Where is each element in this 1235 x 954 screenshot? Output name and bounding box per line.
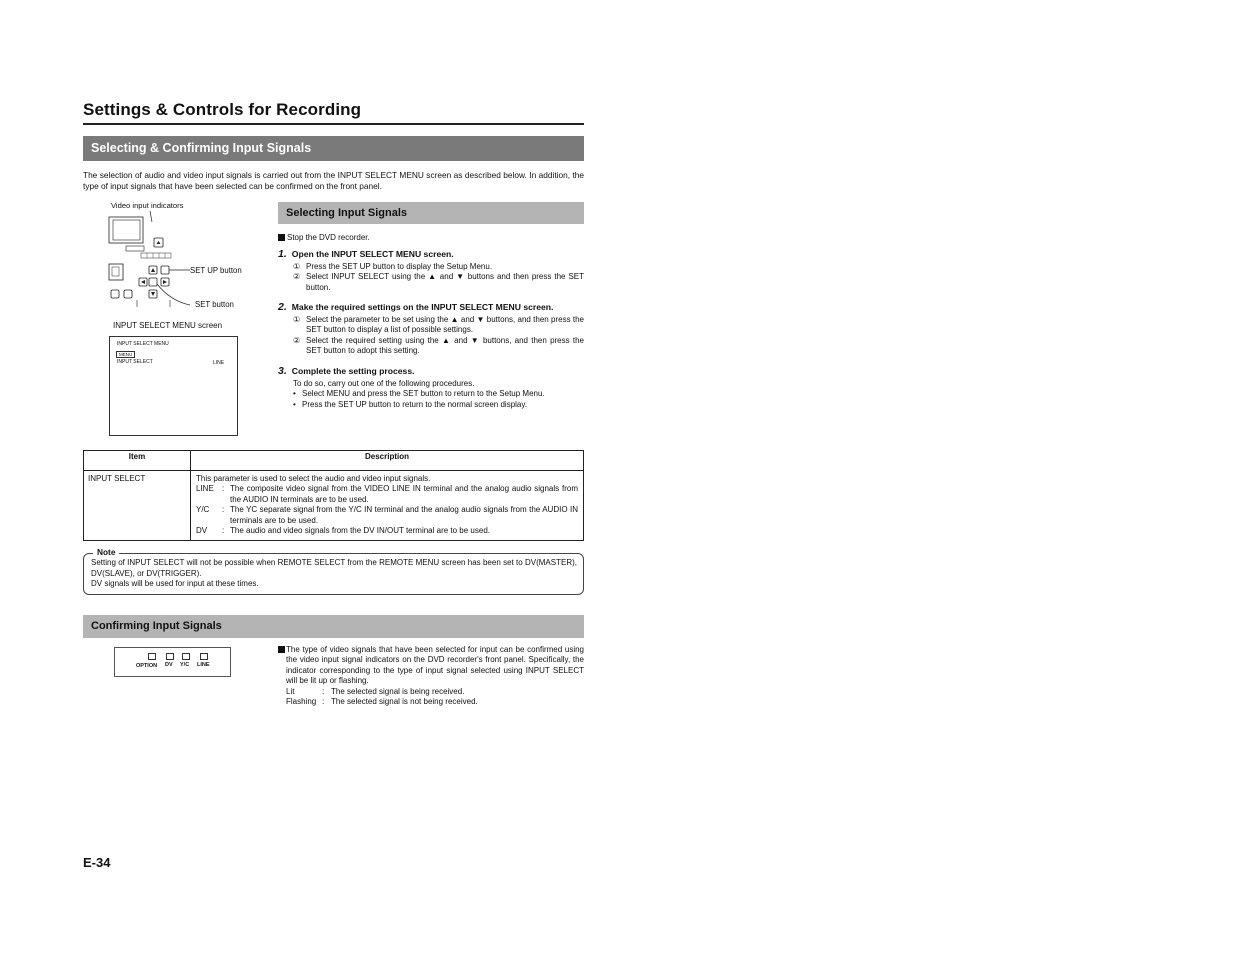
table-header-description: Description — [191, 451, 584, 471]
step-2 — [278, 297, 584, 357]
def-value: The composite video signal from the VIDEO LINE IN terminal and the analog audio signals from the AUDIO IN terminals are to be used. — [230, 484, 578, 504]
table-cell-description: This parameter is used to select the audio and video input signals. LINE : The composite video signal from the VIDEO LINE IN terminal and the analog audio signals from the AUDIO IN terminals are to be used. Y/C : The YC separate signal from the Y/C IN terminal and the analog audio signals from the AUDIO IN terminals are to be used. DV : The audio and video signals from the DV IN/OUT terminal are to be used. — [191, 471, 584, 541]
page-title: Settings & Controls for Recording — [83, 100, 362, 119]
substep-text: Select the parameter to be set using the ▲ and ▼ buttons, and then press the SET button to display a list of possible settings. — [306, 315, 584, 335]
indicator-lamp-icon — [182, 653, 190, 660]
substep-number: ② — [293, 335, 301, 345]
step-number: 3. — [278, 365, 287, 377]
substep-text: Select INPUT SELECT using the ▲ and ▼ buttons and then press the SET button. — [306, 272, 584, 292]
indicator-lamp-icon — [200, 653, 208, 660]
indicator-panel — [114, 647, 231, 677]
title-rule — [83, 123, 584, 125]
indicator-lamp-icon — [166, 653, 174, 660]
indicator-lamp-icon — [148, 653, 156, 660]
intro-paragraph: The selection of audio and video input signals is carried out from the INPUT SELECT MENU screen as described below. In addition, the type of input signals that have been selected can be confirmed on the front panel. — [83, 170, 584, 191]
menu-screen-value: LINE — [213, 360, 225, 366]
setup-button-callout: SET UP button — [190, 266, 242, 275]
step-title: Complete the setting process. — [291, 366, 415, 376]
step-title: Open the INPUT SELECT MENU screen. — [291, 249, 454, 259]
subsection-heading-selecting: Selecting Input Signals — [278, 202, 584, 224]
menu-screen-tab: MENU — [116, 351, 135, 358]
note-text — [91, 558, 577, 590]
indicator-label-dv: DV — [165, 662, 173, 668]
state-key: Flashing — [286, 697, 317, 707]
table-row — [84, 471, 584, 541]
confirming-text: The type of video signals that have been selected for input can be confirmed using the video input signal indicators on the DVD recorder's front panel. Specifically, the indicator corresponding to the type of input signal selected using INPUT SELECT will be lit up or flashing. — [286, 645, 584, 686]
bullet-text: Press the SET UP button to return to the normal screen display. — [302, 399, 528, 409]
table-header-item: Item — [84, 451, 191, 471]
page-number: E-34 — [83, 855, 111, 870]
step-intro: To do so, carry out one of the following procedures. — [293, 379, 475, 388]
precondition-text: Stop the DVD recorder. — [287, 233, 370, 242]
def-key: DV — [196, 526, 208, 536]
indicator-label-option: OPTION — [136, 663, 158, 669]
bullet-text: Select MENU and press the SET button to return to the Setup Menu. — [302, 389, 545, 399]
menu-screen-caption: INPUT SELECT MENU screen — [113, 321, 223, 330]
substep-text: Select the required setting using the ▲ and ▼ buttons, and then press the SET button to adopt this setting. — [306, 335, 584, 356]
substep-text: Press the SET UP button to display the Setup Menu. — [306, 262, 493, 271]
description-lead: This parameter is used to select the audio and video input signals. — [196, 474, 431, 483]
state-value: The selected signal is being received. — [331, 686, 465, 696]
substep-number: ① — [293, 315, 301, 324]
input-select-menu-screen — [109, 336, 238, 436]
front-panel-illustration — [105, 208, 190, 308]
def-key: LINE — [196, 484, 214, 494]
step-3 — [278, 361, 584, 410]
subsection-heading-confirming: Confirming Input Signals — [83, 615, 584, 638]
table-cell-item: INPUT SELECT — [84, 471, 191, 541]
step-title: Make the required settings on the INPUT SELECT MENU screen. — [291, 302, 554, 312]
square-bullet-icon — [278, 234, 285, 241]
step-number: 2. — [278, 301, 287, 313]
menu-screen-item: INPUT SELECT — [117, 359, 153, 365]
indicator-label-line: LINE — [197, 662, 210, 668]
indicator-label-yc: Y/C — [180, 662, 190, 668]
bullet-dot-icon: • — [293, 389, 296, 399]
video-indicators-callout: Video input indicators — [111, 201, 184, 210]
set-button-callout: SET button — [195, 300, 234, 309]
def-value: The YC separate signal from the Y/C IN terminal and the analog audio signals from the AUDIO IN terminals are to be used. — [230, 505, 578, 525]
menu-screen-title: INPUT SELECT MENU — [117, 341, 169, 347]
confirming-body: The type of video signals that have been selected for input can be confirmed using the video input signal indicators on the DVD recorder's front panel. Specifically, the indicator corresponding to the type of input signal selected using INPUT SELECT will be lit up or flashing. Lit : The selected signal is being received. Flashing : The selected signal is not being received. — [278, 645, 584, 707]
state-key: Lit — [286, 686, 295, 696]
substep-number: ① — [293, 262, 301, 271]
section-heading-selecting-confirming: Selecting & Confirming Input Signals — [83, 136, 584, 161]
def-key: Y/C — [196, 505, 210, 515]
substep-number: ② — [293, 272, 301, 282]
note-label: Note — [93, 547, 119, 557]
square-bullet-icon — [278, 646, 285, 653]
precondition — [278, 233, 370, 243]
note-line: Setting of INPUT SELECT will not be possible when REMOTE SELECT from the REMOTE MENU screen has been set to DV(MASTER), DV(SLAVE), or DV(TRIGGER). — [91, 558, 577, 578]
step-number: 1. — [278, 248, 287, 260]
step-1 — [278, 244, 584, 293]
state-value: The selected signal is not being received. — [331, 697, 478, 707]
note-line: DV signals will be used for input at these times. — [91, 579, 259, 588]
bullet-dot-icon: • — [293, 399, 296, 409]
def-value: The audio and video signals from the DV IN/OUT terminal are to be used. — [230, 526, 490, 536]
input-select-table — [83, 450, 584, 541]
